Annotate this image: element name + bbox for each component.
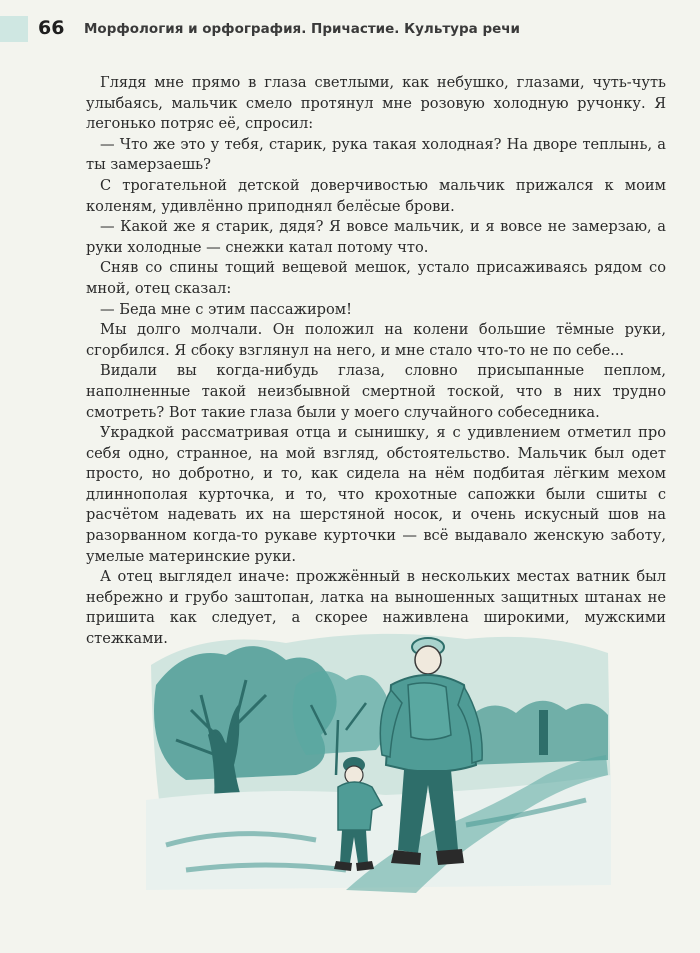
running-header: [0, 0, 700, 44]
paragraph: Сняв со спины тощий вещевой мешок, устало присаживаясь рядом со мной, отец сказал:: [86, 259, 666, 297]
tree-middle: [293, 671, 390, 755]
paragraph: — Беда мне с этим пассажиром!: [100, 300, 353, 318]
paragraph: Видали вы когда-нибудь глаза, словно присыпанные пеплом, наполненные такой неизбывной смертной тоской, что в них трудно смотреть? Вот такие глаза были у моего случайного собеседника.: [86, 362, 666, 421]
paragraph: — Какой же я старик, дядя? Я вовсе мальчик, и я вовсе не замерзаю, а руки холодные — снежки катал потому что.: [86, 218, 666, 256]
paragraph: Мы долго молчали. Он положил на колени большие тёмные руки, сгорбился. Я сбоку взглянул на него, и мне стало что-то не по себе...: [86, 321, 666, 359]
paragraph: Глядя мне прямо в глаза светлыми, как небушко, глазами, чуть-чуть улыбаясь, мальчик смело протянул мне розовую холодную ручонку. Я легонько потряс её, спросил:: [86, 74, 666, 133]
page-tab: [0, 16, 28, 42]
paragraph: А отец выглядел иначе: прожжённый в нескольких местах ватник был небрежно и грубо заштопан, латка на выношенных защитных штанах не пришита как следует, а скорее наживлена широкими, мужскими стежками.: [86, 568, 666, 648]
paragraph: Украдкой рассматривая отца и сынишку, я с удивлением отметил про себя одно, странное, на мой взгляд, обстоятельство. Мальчик был одет просто, но добротно, и то, как сидела на нём подбитая лёгким мехом длиннополая курточка, и то, что крохотные сапожки были сшиты с расчётом надевать их на шерстяной носок, и очень искусный шов на разорванном когда-то рукаве курточки — всё выдавало женскую заботу, умелые материнские руки.: [86, 424, 666, 565]
illustration-father-and-son: [146, 625, 616, 895]
paragraph: С трогательной детской доверчивостью мальчик прижался к моим коленям, удивлённо приподнял белёсые брови.: [86, 176, 666, 215]
running-title: Морфология и орфография. Причастие. Культура речи: [84, 21, 521, 37]
story-text: [86, 73, 666, 650]
paragraph: — Что же это у тебя, старик, рука такая холодная? На дворе теплынь, а ты замерзаешь?: [86, 135, 666, 174]
signpost: [539, 710, 548, 755]
distant-trees: [466, 701, 608, 765]
page-number: 66: [38, 17, 65, 39]
